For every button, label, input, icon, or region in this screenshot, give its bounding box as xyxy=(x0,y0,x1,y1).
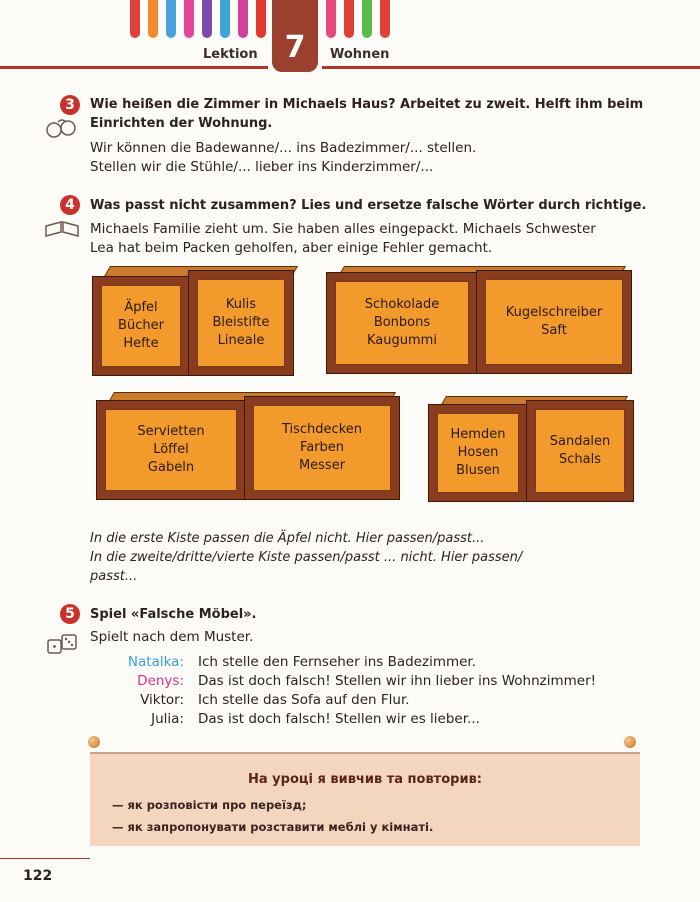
task4-line2: Lea hat beim Packen geholfen, aber einige Fehler gemacht. xyxy=(90,240,493,256)
crate-4-left-text: Hemden Hosen Blusen xyxy=(450,427,506,478)
topic-title: Wohnen xyxy=(330,47,390,62)
dialog-line-2: Das ist doch falsch! Stellen wir ihn lieber ins Wohnzimmer! xyxy=(198,673,597,689)
speaker-natalka: Natalka: xyxy=(127,654,184,670)
dice-icon xyxy=(46,632,80,661)
color-stripe xyxy=(362,0,372,38)
speaker-viktor: Viktor: xyxy=(140,692,184,708)
task4-hint2: In die zweite/dritte/vierte Kiste passen/passt ... nicht. Hier passen/ xyxy=(90,550,523,565)
header-rule-right xyxy=(322,66,700,69)
lesson-number-badge xyxy=(272,0,318,72)
dialog-line-3: Ich stelle das Sofa auf den Flur. xyxy=(198,692,410,708)
color-stripes xyxy=(130,0,390,40)
task-number-4: 4 xyxy=(60,195,80,215)
pin-left-icon xyxy=(88,736,100,748)
color-stripe xyxy=(344,0,354,38)
summary-title: На уроці я вивчив та повторив: xyxy=(247,772,482,787)
color-stripe xyxy=(148,0,158,38)
lesson-label: Lektion xyxy=(203,47,258,62)
speaker-denys: Denys: xyxy=(137,673,184,689)
page-number: 122 xyxy=(23,868,53,884)
pin-right-icon xyxy=(624,736,636,748)
color-stripe xyxy=(220,0,230,38)
crate-1-right-text: Kulis Bleistifte Lineale xyxy=(212,297,270,348)
color-stripe xyxy=(256,0,266,38)
task4-line1: Michaels Familie zieht um. Sie haben alles eingepackt. Michaels Schwester xyxy=(90,221,596,237)
color-stripe xyxy=(184,0,194,38)
speaker-julia: Julia: xyxy=(151,711,184,727)
summary-note xyxy=(90,752,640,846)
dialog-line-4: Das ist doch falsch! Stellen wir es lieber... xyxy=(198,711,480,727)
crate-3-left-text: Servietten Löffel Gabeln xyxy=(137,424,205,475)
task3-title-line2: Einrichten der Wohnung. xyxy=(90,116,273,131)
color-stripe xyxy=(166,0,176,38)
summary-item-2: — як запропонувати розставити меблі у кімнаті. xyxy=(112,820,434,834)
task5-intro: Spielt nach dem Muster. xyxy=(90,629,254,645)
task-number-5: 5 xyxy=(60,604,80,624)
crate-1-left-text: Äpfel Bücher Hefte xyxy=(118,300,164,351)
header-rule-left xyxy=(0,66,268,69)
task4-hint3: passt... xyxy=(90,569,138,584)
task4-hint1: In die erste Kiste passen die Äpfel nicht. Hier passen/passt... xyxy=(90,531,485,546)
task-number-3: 3 xyxy=(60,95,80,115)
color-stripe xyxy=(202,0,212,38)
crate-2-left-text: Schokolade Bonbons Kaugummi xyxy=(364,297,440,348)
crate-2-right-text: Kugelschreiber Saft xyxy=(505,305,603,338)
task3-line2: Stellen wir die Stühle/... lieber ins Kinderzimmer/... xyxy=(90,159,434,175)
task5-title: Spiel «Falsche Möbel». xyxy=(90,607,257,622)
lesson-number: 7 xyxy=(284,30,306,65)
dialog-line-1: Ich stelle den Fernseher ins Badezimmer. xyxy=(198,654,477,670)
open-book-icon xyxy=(44,220,80,245)
color-stripe xyxy=(238,0,248,38)
task3-line1: Wir können die Badewanne/... ins Badezimmer/... stellen. xyxy=(90,140,477,156)
task4-title: Was passt nicht zusammen? Lies und ersetze falsche Wörter durch richtige. xyxy=(90,198,647,213)
color-stripe xyxy=(130,0,140,38)
task3-title-line1: Wie heißen die Zimmer in Michaels Haus? Arbeitet zu zweit. Helft ihm beim xyxy=(90,97,644,112)
color-stripe xyxy=(326,0,336,38)
color-stripe xyxy=(380,0,390,38)
footer-rule xyxy=(0,858,90,859)
crate-4-right-text: Sandalen Schals xyxy=(549,434,611,467)
crate-3-right-text: Tischdecken Farben Messer xyxy=(281,422,362,473)
talking-heads-icon xyxy=(44,118,78,145)
summary-item-1: — як розповісти про переїзд; xyxy=(112,798,307,812)
